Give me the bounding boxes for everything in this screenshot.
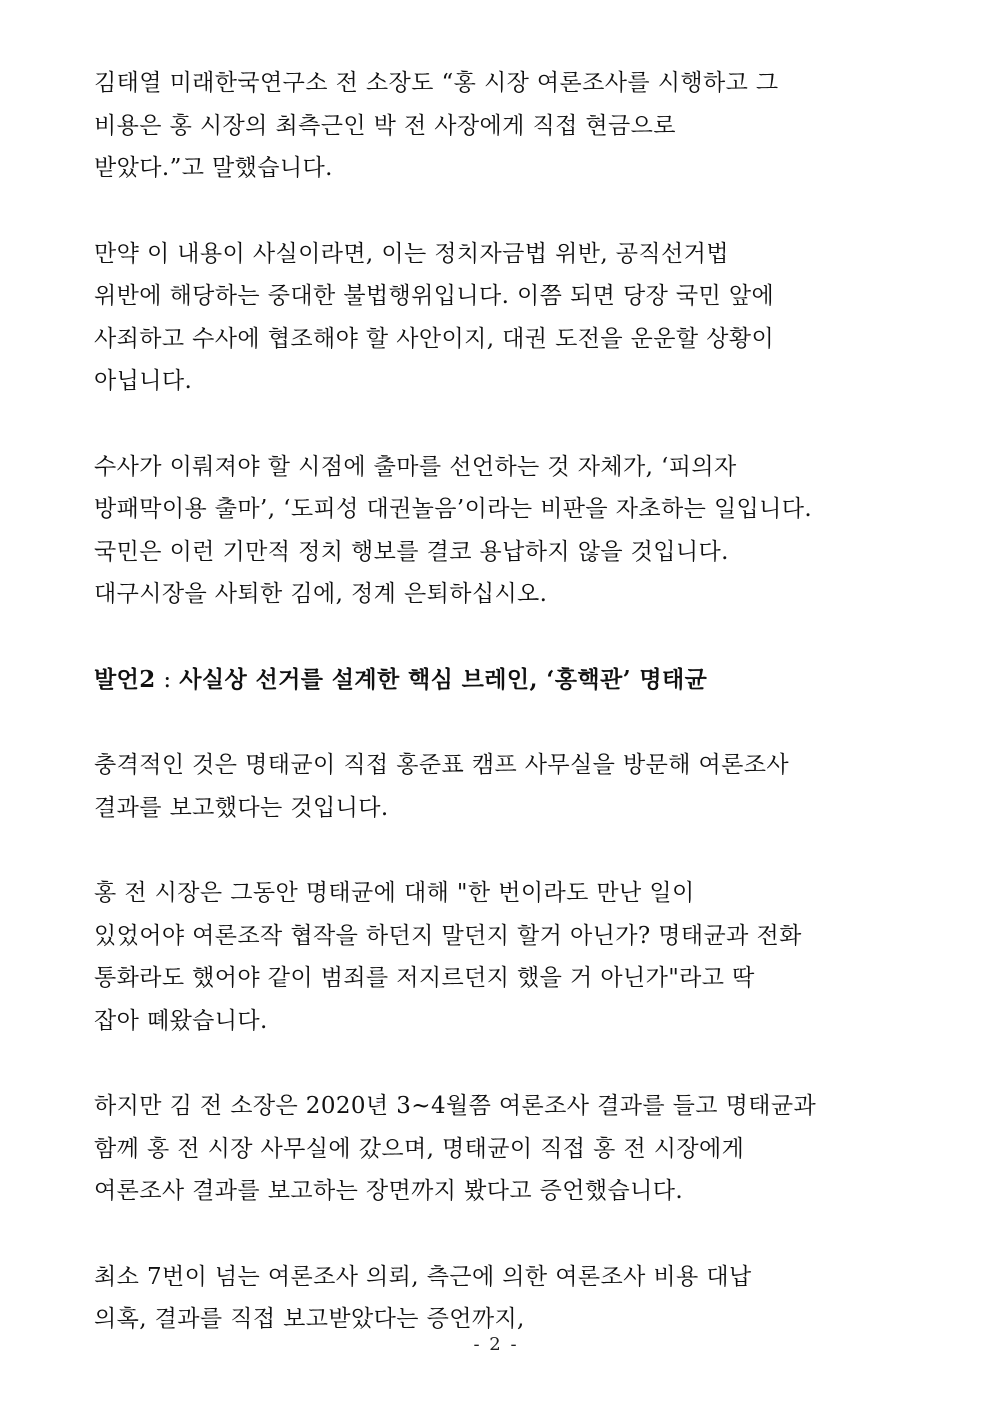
text-line: 사죄하고 수사에 협조해야 할 사안이지, 대권 도전을 운운할 상황이	[94, 325, 775, 352]
text-line: 김태열 미래한국연구소 전 소장도 “홍 시장 여론조사를 시행하고 그	[94, 70, 779, 96]
text-line: 홍 전 시장은 그동안 명태균에 대해 "한 번이라도 만난 일이	[94, 880, 695, 906]
text-line: 국민은 이런 기만적 정치 행보를 결코 용납하지 않을 것입니다.	[94, 538, 729, 565]
text-line: 있었어야 여론조작 협작을 하던지 말던지 할거 아닌가? 명태균과 전화	[94, 922, 802, 949]
text-line: 위반에 해당하는 중대한 불법행위입니다. 이쯤 되면 당장 국민 앞에	[94, 283, 775, 309]
text-line: 충격적인 것은 명태균이 직접 홍준표 캠프 사무실을 방문해 여론조사	[94, 752, 789, 778]
heading-prefix: 발언2	[94, 665, 156, 693]
section-heading	[94, 659, 914, 702]
text-line: 함께 홍 전 시장 사무실에 갔으며, 명태균이 직접 홍 전 시장에게	[94, 1135, 745, 1162]
text-line: 하지만 김 전 소장은 2020년 3~4월쯤 여론조사 결과를 들고 명태균과	[94, 1093, 817, 1119]
page-number: - 2 -	[473, 1334, 519, 1355]
paragraph-illegal-act	[94, 233, 914, 403]
text-line: 수사가 이뤄져야 할 시점에 출마를 선언하는 것 자체가, ‘피의자	[94, 453, 737, 480]
document-body	[94, 62, 914, 1384]
paragraph-report-testimony	[94, 1085, 914, 1213]
paragraph-denial-quote	[94, 872, 914, 1042]
text-line: 통화라도 했어야 같이 범죄를 저지르던지 했을 거 아닌가"라고 딱	[94, 965, 755, 991]
text-line: 여론조사 결과를 보고하는 장면까지 봤다고 증언했습니다.	[94, 1178, 684, 1204]
text-line: 최소 7번이 넘는 여론조사 의뢰, 측근에 의한 여론조사 비용 대납	[94, 1263, 752, 1290]
text-line: 결과를 보고했다는 것입니다.	[94, 794, 389, 821]
text-line: 의혹, 결과를 직접 보고받았다는 증언까지,	[94, 1306, 525, 1332]
text-line: 대구시장을 사퇴한 김에, 정계 은퇴하십시오.	[94, 581, 548, 607]
text-line: 방패막이용 출마’, ‘도피성 대권놀음’이라는 비판을 자초하는 일입니다.	[94, 496, 813, 522]
heading-title: 사실상 선거를 설계한 핵심 브레인, ‘홍핵관’ 명태균	[179, 665, 708, 693]
paragraph-camp-visit	[94, 744, 914, 829]
paragraph-kim-testimony	[94, 62, 914, 190]
text-line: 잡아 뗴왔습니다.	[94, 1007, 268, 1034]
paragraph-summary	[94, 1256, 914, 1341]
text-line: 아닙니다.	[94, 368, 193, 394]
text-line: 비용은 홍 시장의 최측근인 박 전 사장에게 직접 현금으로	[94, 112, 676, 139]
text-line: 받았다.”고 말했습니다.	[94, 155, 333, 181]
heading-colon: :	[155, 666, 180, 693]
text-line: 만약 이 내용이 사실이라면, 이는 정치자금법 위반, 공직선거법	[94, 240, 729, 267]
paragraph-candidacy-criticism	[94, 446, 914, 616]
